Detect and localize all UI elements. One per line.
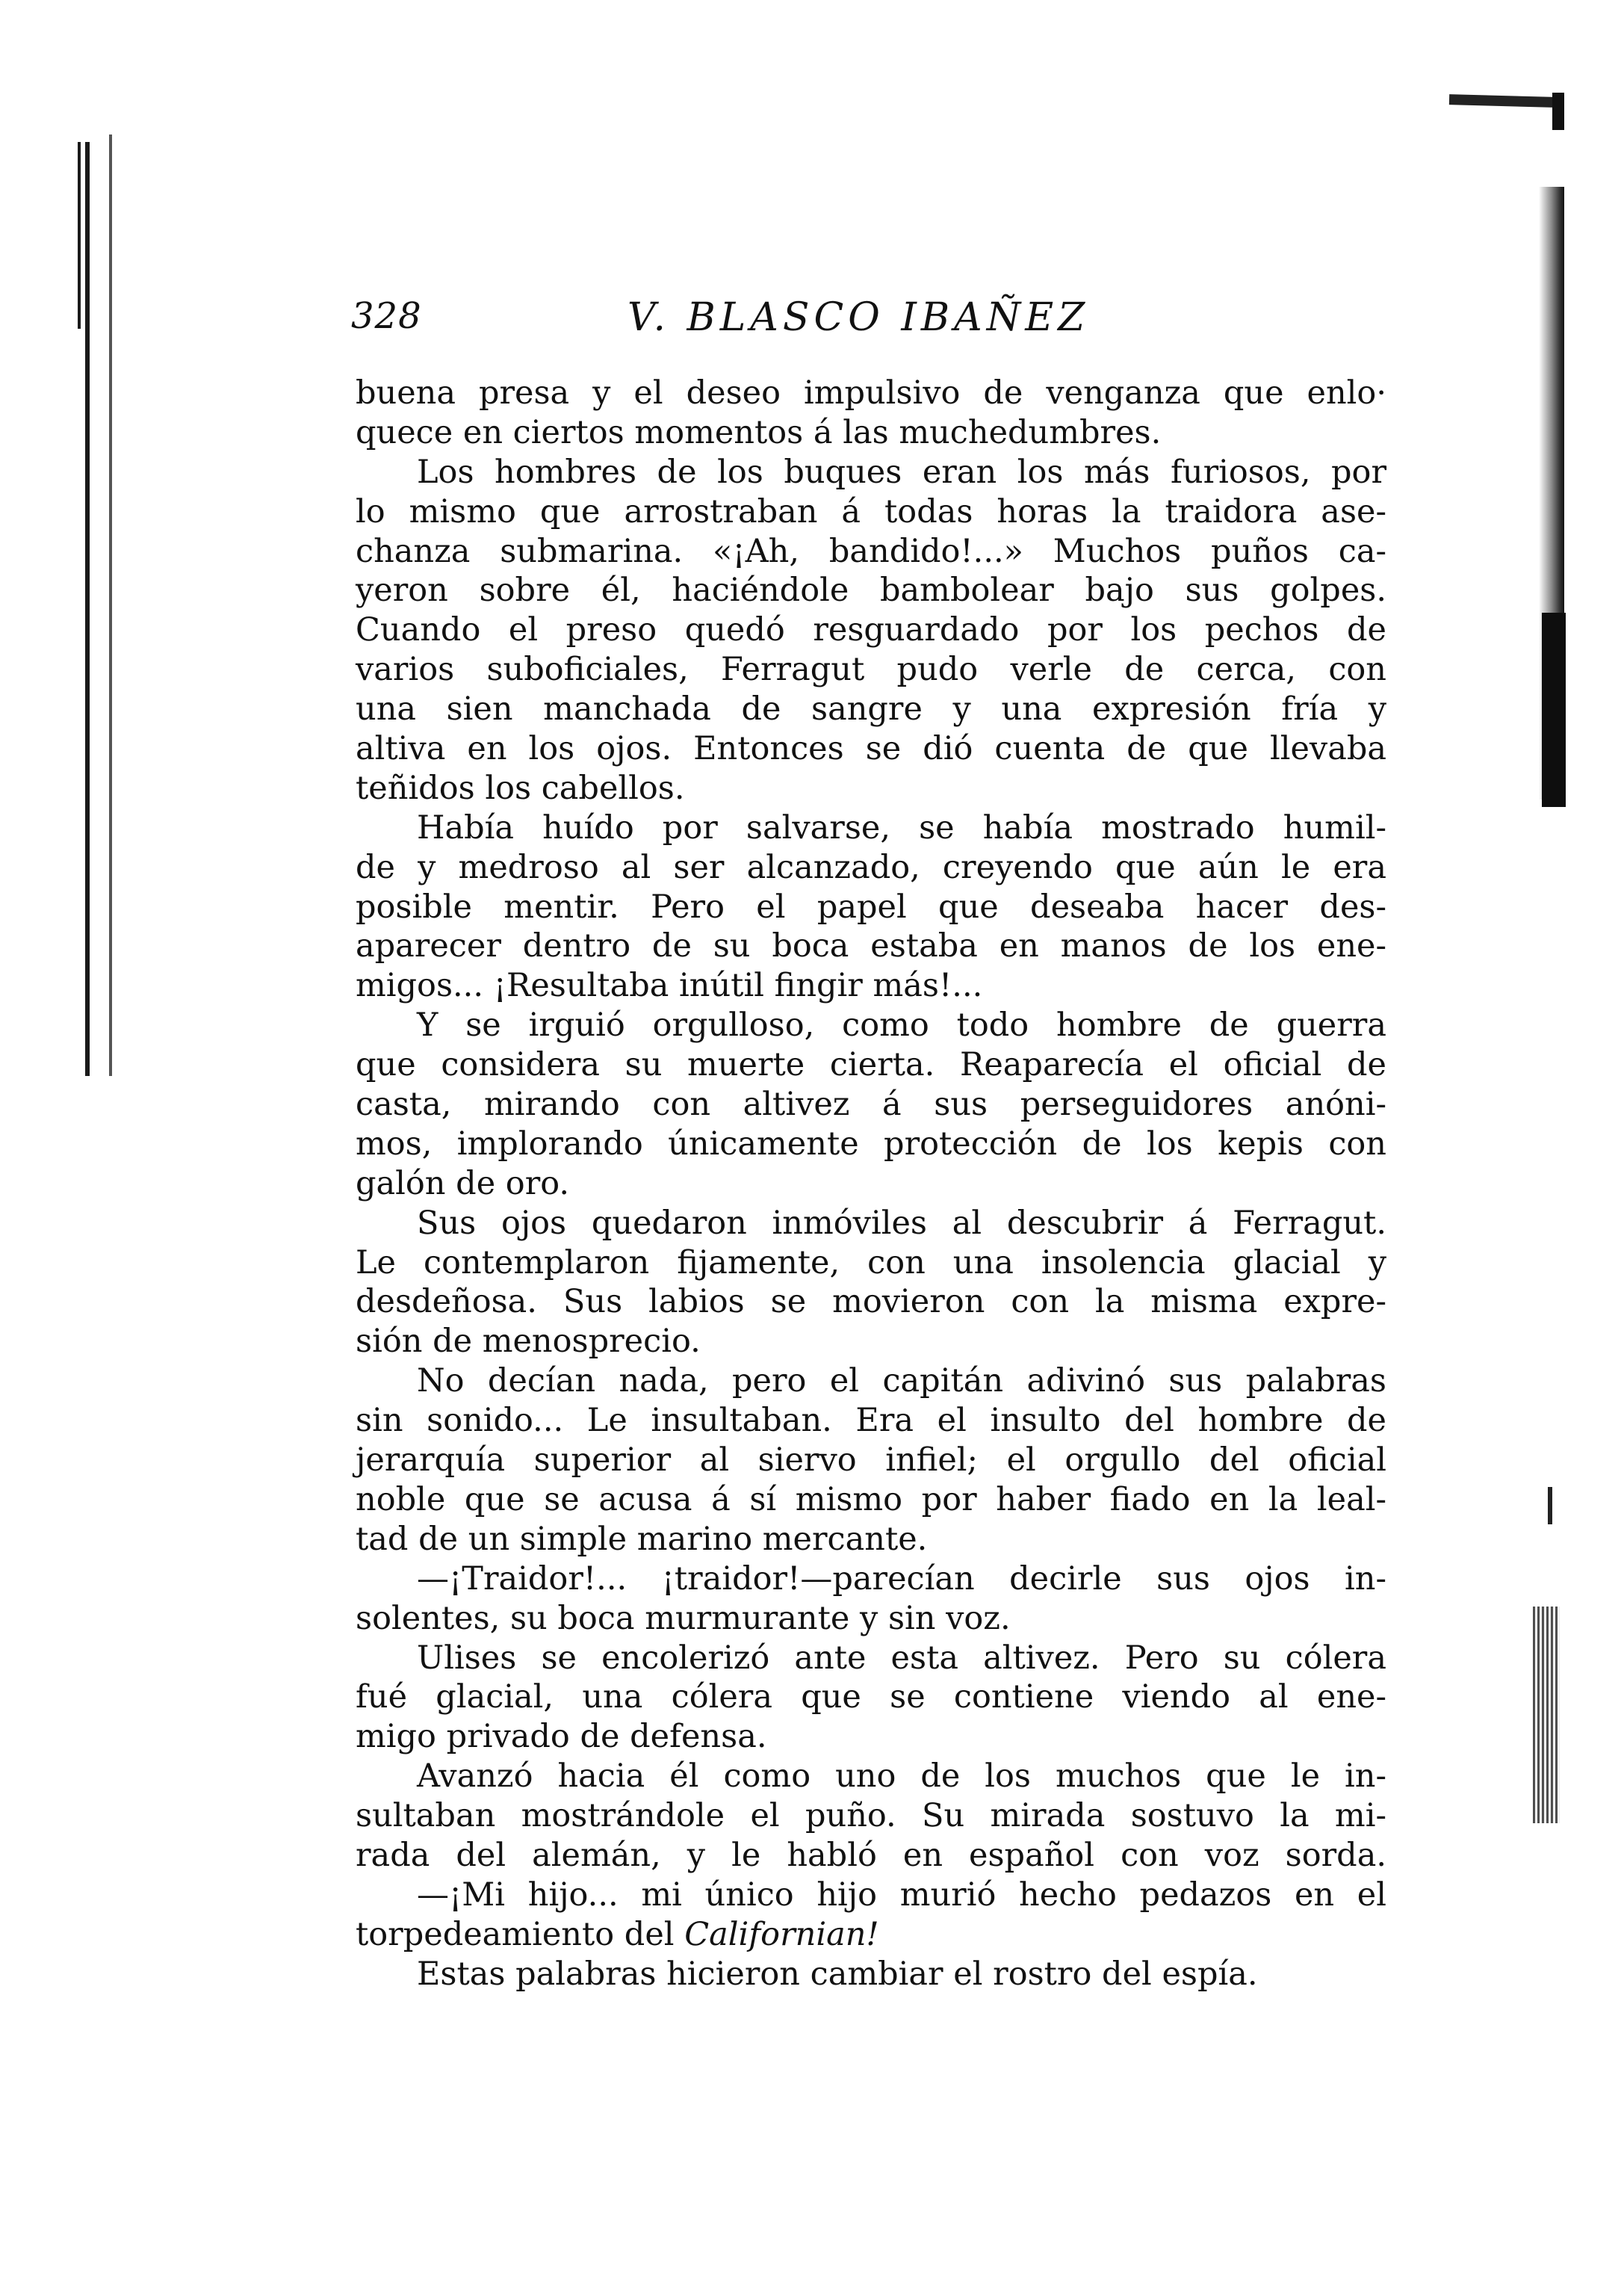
text-line: Avanzó hacia él como uno de los muchos que le in- (417, 1757, 1386, 1796)
text-line: Estas palabras hicieron cambiar el rostro del espía. (417, 1955, 1258, 1993)
text-line: mos, implorando únicamente protección de los kepis con (356, 1125, 1386, 1163)
text-line: No decían nada, pero el capitán adivinó sus palabras (417, 1362, 1386, 1400)
text-line: Le contemplaron fijamente, con una insolencia glacial y (356, 1243, 1386, 1281)
text-line (356, 1915, 1386, 1955)
text-line: casta, mirando con altivez á sus perseguidores anóni- (356, 1086, 1386, 1124)
text-line: buena presa y el deseo impulsivo de venganza que enlo· (356, 374, 1386, 412)
text-line: Y se irguió orgulloso, como todo hombre de guerra (417, 1007, 1386, 1045)
text-line: altiva en los ojos. Entonces se dió cuenta de que llevaba (356, 730, 1386, 768)
text-line: Cuando el preso quedó resguardado por los pechos de (356, 611, 1386, 649)
text-line: migos... ¡Resultaba inútil fingir más!... (356, 967, 983, 1005)
text-line: una sien manchada de sangre y una expresión fría y (356, 690, 1386, 729)
text-line: jerarquía superior al siervo infiel; el orgullo del oficial (356, 1441, 1386, 1479)
body-text (356, 374, 1386, 1994)
scan-edge-shadow (1542, 613, 1566, 807)
scan-edge-mark (1552, 93, 1564, 130)
text-line: sin sonido... Le insultaban. Era el insulto del hombre de (356, 1402, 1386, 1440)
scan-edge-mark (78, 142, 81, 329)
page-number: 328 (351, 295, 422, 337)
text-line: aparecer dentro de su boca estaba en manos de los ene- (356, 927, 1386, 965)
running-title: V. BLASCO IBAÑEZ (627, 295, 1090, 340)
scan-edge-mark (109, 134, 112, 1076)
text-line: teñidos los cabellos. (356, 769, 685, 807)
scan-edge-mark (1548, 1487, 1552, 1524)
text-segment: torpedeamiento del (356, 1915, 685, 1953)
text-line: rada del alemán, y le habló en español con voz sorda. (356, 1836, 1386, 1874)
text-line: desdeñosa. Sus labios se movieron con la misma expre- (356, 1283, 1386, 1321)
text-line: sultaban mostrándole el puño. Su mirada sostuvo la mi- (356, 1797, 1386, 1835)
text-line: lo mismo que arrostraban á todas horas la traidora ase- (356, 492, 1386, 531)
text-line: varios suboficiales, Ferragut pudo verle de cerca, con (356, 651, 1386, 689)
scan-edge-mark (85, 142, 90, 1076)
text-line: galón de oro. (356, 1164, 570, 1202)
text-line: noble que se acusa á sí mismo por haber fiado en la leal- (356, 1480, 1386, 1518)
scan-edge-shadow (1533, 1607, 1560, 1823)
text-line: quece en ciertos momentos á las muchedumbres. (356, 413, 1162, 451)
text-line: Los hombres de los buques eran los más furiosos, por (417, 453, 1386, 491)
text-line: Había huído por salvarse, se había mostrado humil- (417, 808, 1386, 847)
text-line: que considera su muerte cierta. Reaparecía el oficial de (356, 1046, 1386, 1084)
text-line: yeron sobre él, haciéndole bambolear bajo sus golpes. (356, 572, 1386, 610)
ship-name: Californian! (684, 1915, 879, 1953)
text-line: Ulises se encolerizó ante esta altivez. Pero su cólera (417, 1639, 1386, 1677)
text-line: —¡Mi hijo... mi único hijo murió hecho pedazos en el (417, 1876, 1386, 1914)
text-line: sión de menosprecio. (356, 1323, 701, 1361)
text-line: chanza submarina. «¡Ah, bandido!...» Muchos puños ca- (356, 532, 1386, 570)
text-line: fué glacial, una cólera que se contiene viendo al ene- (356, 1678, 1386, 1716)
text-line: migo privado de defensa. (356, 1718, 767, 1756)
text-line: Sus ojos quedaron inmóviles al descubrir á Ferragut. (417, 1204, 1386, 1242)
text-line: tad de un simple marino mercante. (356, 1520, 928, 1558)
text-line: de y medroso al ser alcanzado, creyendo que aún le era (356, 848, 1386, 886)
text-line: —¡Traidor!... ¡traidor!—parecían decirle sus ojos in- (417, 1559, 1386, 1598)
scan-edge-mark (1449, 94, 1554, 108)
text-line: posible mentir. Pero el papel que deseaba hacer des- (356, 888, 1386, 926)
text-line: solentes, su boca murmurante y sin voz. (356, 1599, 1011, 1637)
page-header (351, 295, 1412, 362)
